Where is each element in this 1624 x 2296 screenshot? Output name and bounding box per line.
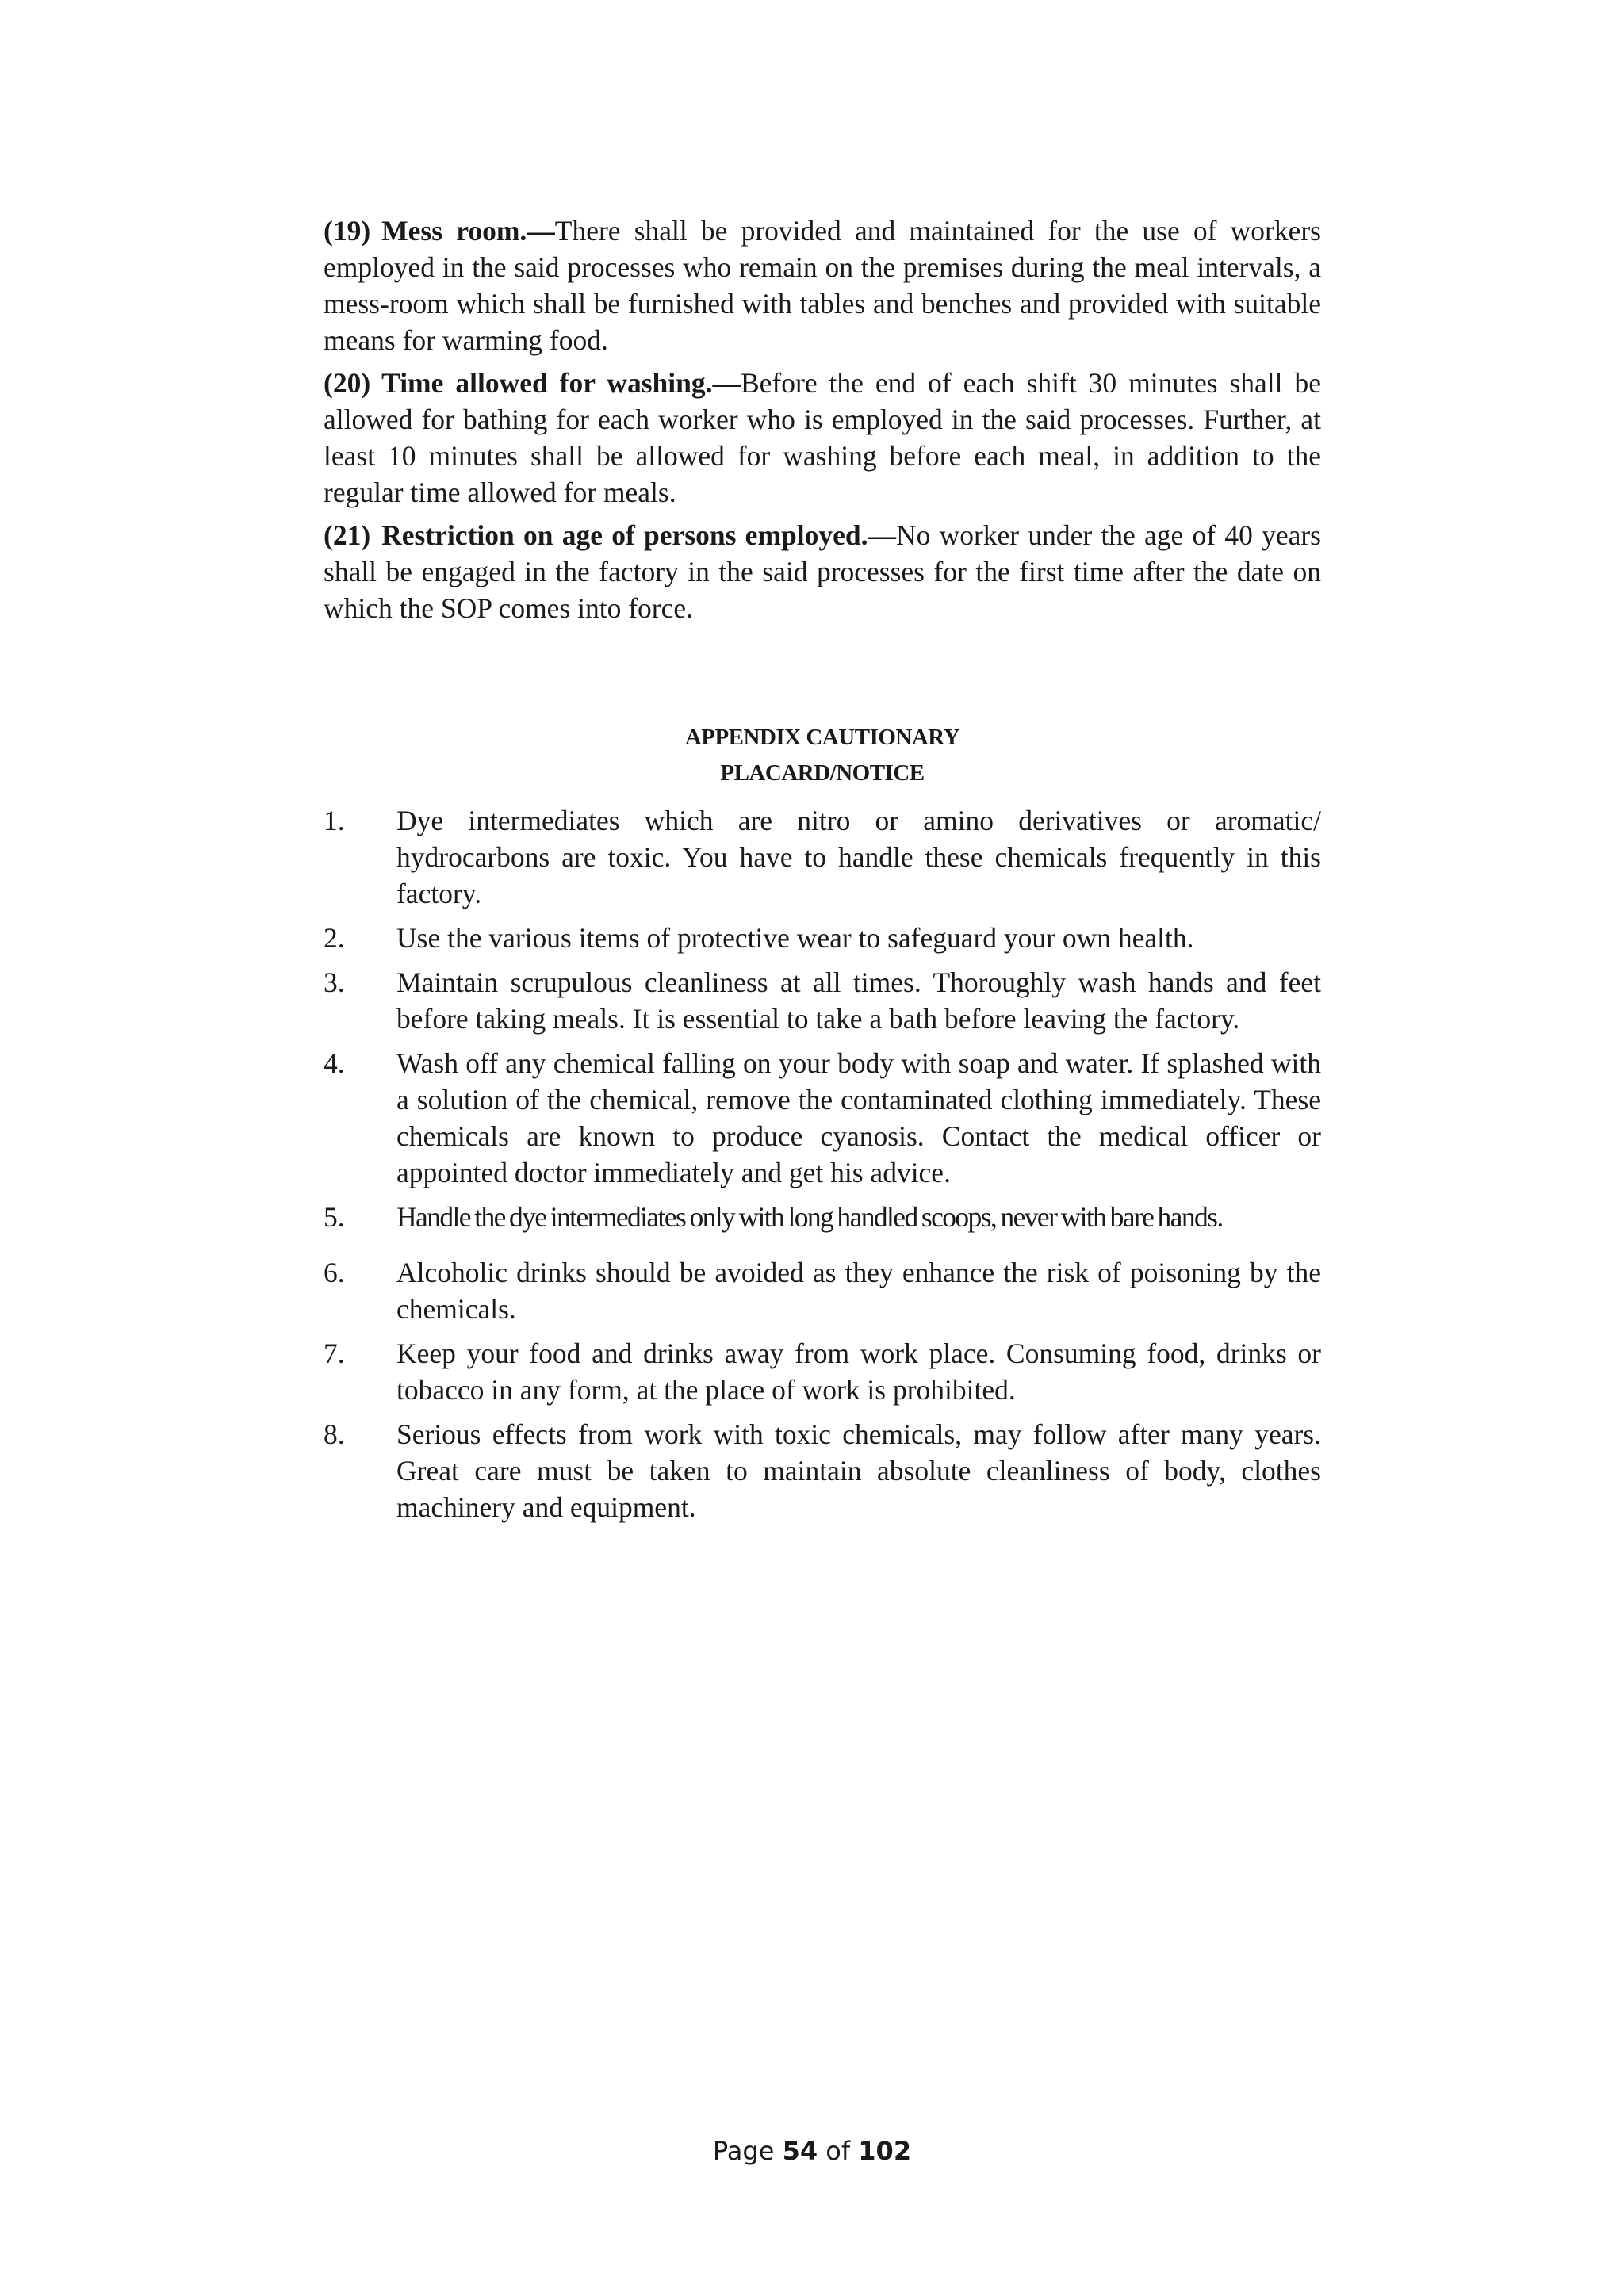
list-item — [324, 1254, 1321, 1327]
appendix-title — [324, 721, 1321, 793]
rule-heading: Time allowed for washing.— — [381, 367, 741, 399]
list-item-number: 3. — [324, 966, 345, 998]
rule-20 — [324, 365, 1321, 511]
rule-number: (21) — [324, 519, 371, 551]
list-item-number: 2. — [324, 922, 345, 954]
list-item-text: Wash off any chemical falling on your body with soap and water. If splashed with a solution of the chemical, remove the contaminated clothing immediately. These chemicals are known to produce cyanosis. Contact the medical officer or appointed doctor immediately and get his advice. — [396, 1047, 1321, 1188]
list-item-number: 1. — [324, 805, 345, 836]
page-label: Page — [712, 2136, 775, 2166]
list-item — [324, 1416, 1321, 1525]
page-footer — [0, 2136, 1624, 2166]
rule-heading: Restriction on age of persons employed.— — [381, 519, 896, 551]
list-item — [324, 1045, 1321, 1191]
page-of-label: of — [825, 2136, 851, 2166]
rule-number: (19) — [324, 215, 371, 247]
rule-21 — [324, 517, 1321, 626]
list-item-text: Handle the dye intermediates only with long handled scoops, never with bare hands. — [396, 1201, 1223, 1233]
list-item — [324, 920, 1321, 956]
list-item-number: 5. — [324, 1201, 345, 1233]
appendix-title-line1: APPENDIX CAUTIONARY — [684, 725, 960, 750]
list-item-text: Dye intermediates which are nitro or amino derivatives or aromatic/ hydrocarbons are toxic. You have to handle these chemicals frequently in this factory. — [396, 805, 1321, 909]
rule-text: No worker under the age of 40 years shall be engaged in the factory in the said processes for the first time after the date on which the SOP comes into force. — [324, 519, 1321, 624]
rule-19 — [324, 212, 1321, 358]
rule-number: (20) — [324, 367, 371, 399]
list-item-number: 6. — [324, 1257, 345, 1288]
rules-section — [324, 212, 1321, 633]
current-page-number: 54 — [782, 2136, 818, 2166]
list-item — [324, 964, 1321, 1037]
total-page-count: 102 — [858, 2136, 912, 2166]
list-item — [324, 802, 1321, 912]
list-item-text: Maintain scrupulous cleanliness at all times. Thoroughly wash hands and feet before taking meals. It is essential to take a bath before leaving the factory. — [396, 966, 1321, 1035]
list-item-number: 8. — [324, 1418, 345, 1450]
list-item — [324, 1335, 1321, 1408]
list-item-number: 4. — [324, 1047, 345, 1079]
list-item-number: 7. — [324, 1337, 345, 1369]
list-item-text: Serious effects from work with toxic chemicals, may follow after many years. Great care must be taken to maintain absolute cleanliness of body, clothes machinery and equipment. — [396, 1418, 1321, 1523]
notice-list — [324, 802, 1321, 1533]
list-item-text: Alcoholic drinks should be avoided as they enhance the risk of poisoning by the chemicals. — [396, 1257, 1321, 1325]
list-item — [324, 1199, 1321, 1235]
rule-heading: Mess room.— — [381, 215, 555, 247]
appendix-title-line2: PLACARD/NOTICE — [720, 760, 925, 786]
rule-text: Before the end of each shift 30 minutes shall be allowed for bathing for each worker who is employed in the said processes. Further, at least 10 minutes shall be allowed for washing before each meal, in addition to the regular time allowed for meals. — [324, 367, 1321, 508]
list-item-text: Keep your food and drinks away from work place. Consuming food, drinks or tobacco in any form, at the place of work is prohibited. — [396, 1337, 1321, 1406]
list-item-text: Use the various items of protective wear to safeguard your own health. — [396, 922, 1194, 954]
rule-text: There shall be provided and maintained for the use of workers employed in the said processes who remain on the premises during the meal intervals, a mess-room which shall be furnished with tables and benches and provided with suitable means for warming food. — [324, 215, 1321, 356]
